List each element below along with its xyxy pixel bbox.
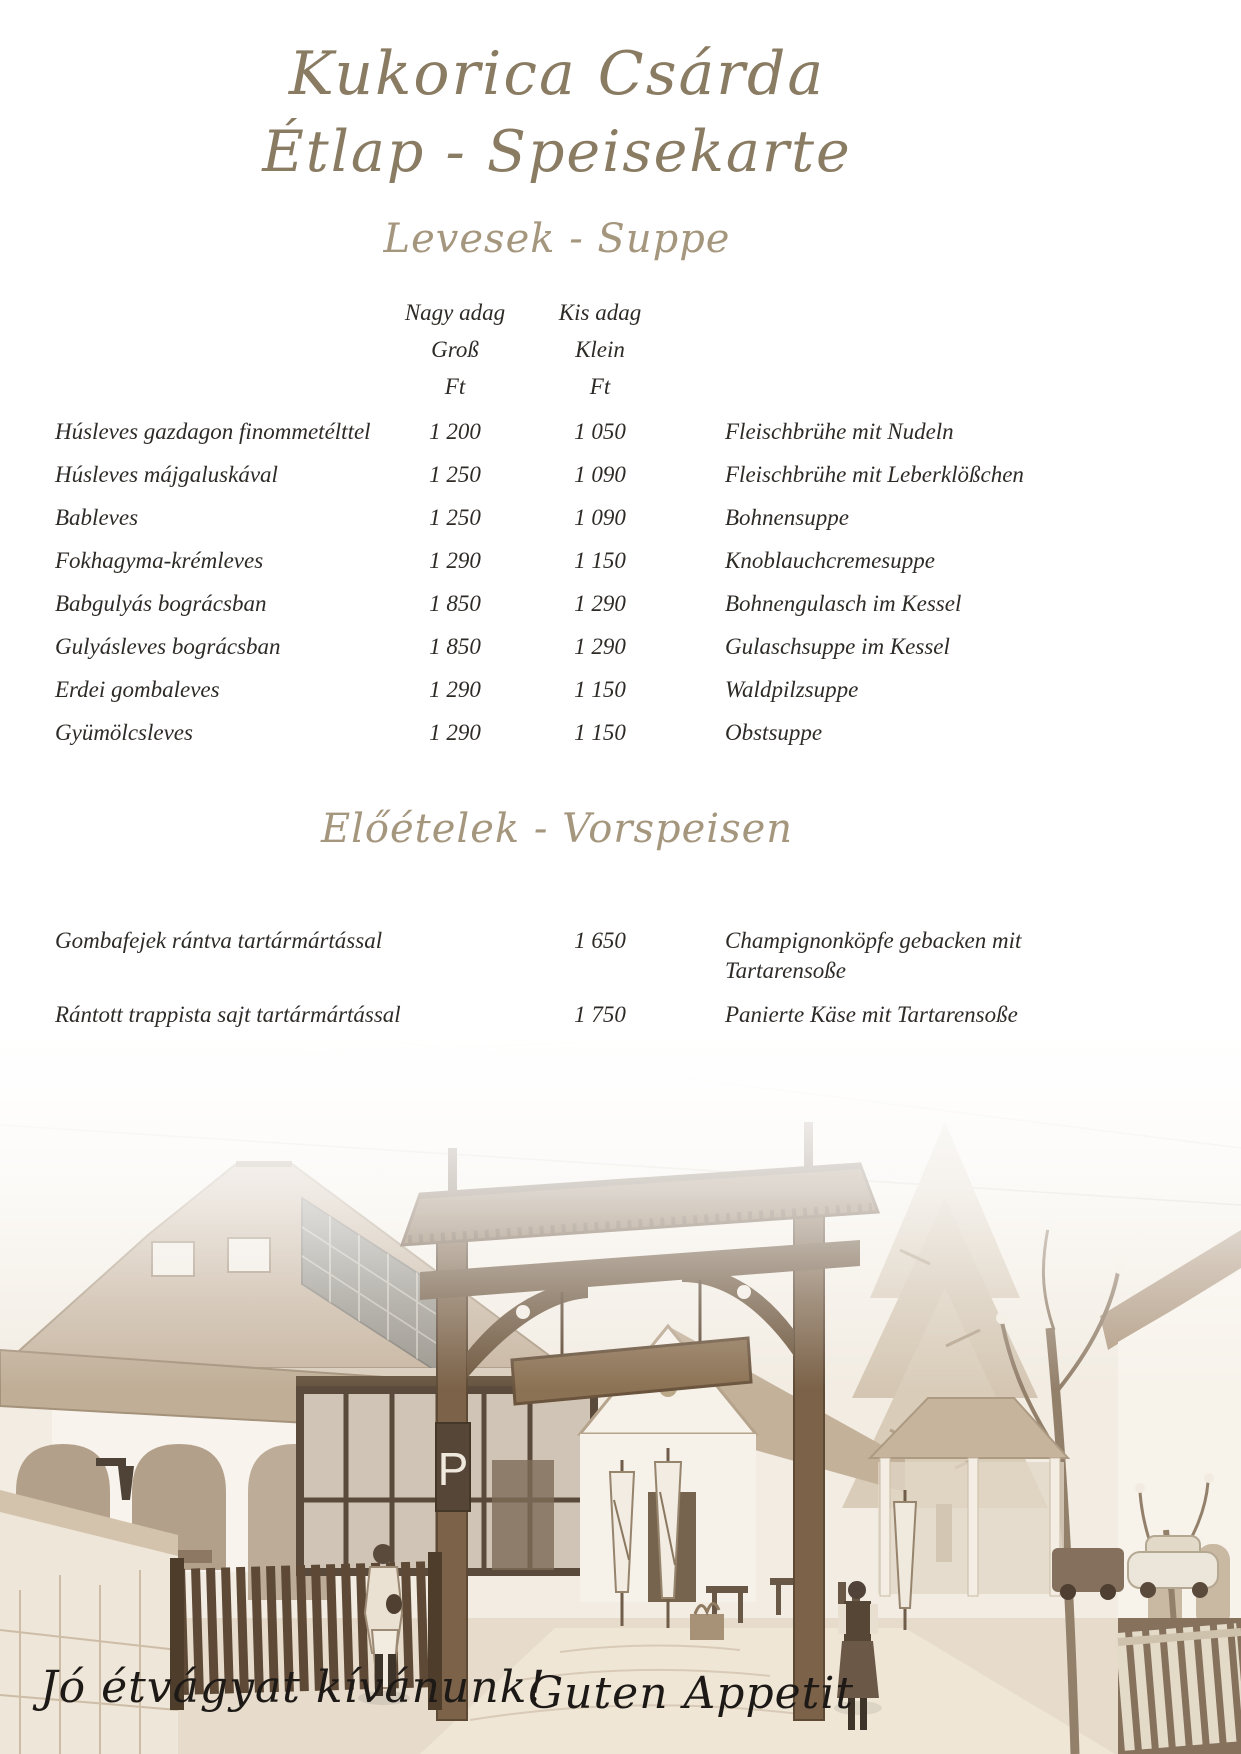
photo-fade-overlay: [0, 1030, 1241, 1390]
item-name-de: Fleischbrühe mit Nudeln: [725, 419, 954, 444]
table-row: [0, 453, 1241, 496]
item-price-small: 1 750: [574, 1002, 626, 1027]
table-row: [0, 625, 1241, 668]
table-row: [0, 668, 1241, 711]
table-row: [0, 496, 1241, 539]
item-name-hu: Gyümölcsleves: [55, 720, 193, 745]
item-price-large: 1 250: [429, 505, 481, 530]
soup-list: [0, 410, 1241, 754]
menu-subtitle: Étlap - Speisekarte: [262, 119, 852, 185]
small-portion-label-de: Klein: [575, 337, 625, 362]
item-name-de: Waldpilzsuppe: [725, 677, 859, 702]
footer-wish-de: Guten Appetit: [528, 1668, 855, 1719]
item-name-hu: Bableves: [55, 505, 139, 530]
item-price-large: 1 290: [429, 548, 481, 573]
item-name-de: Fleischbrühe mit Leberklößchen: [725, 462, 1024, 487]
item-name-hu: Húsleves gazdagon finommetélttel: [55, 419, 371, 444]
table-row: [0, 582, 1241, 625]
item-price-large: 1 850: [429, 634, 481, 659]
item-price-small: 1 150: [574, 677, 626, 702]
item-price-large: 1 250: [429, 462, 481, 487]
large-portion-currency: Ft: [444, 374, 466, 399]
item-name-hu: Fokhagyma-krémleves: [55, 548, 264, 573]
page-title: [0, 34, 1114, 190]
item-name-hu: Erdei gombaleves: [55, 677, 220, 702]
price-column-headers: [0, 294, 1241, 405]
column-header-large: [385, 294, 525, 405]
item-price-small: 1 150: [574, 548, 626, 573]
item-price-large: 1 290: [429, 720, 481, 745]
item-price-small: 1 150: [574, 720, 626, 745]
item-price-large: 1 290: [429, 677, 481, 702]
item-price-small: 1 090: [574, 462, 626, 487]
large-portion-label-de: Groß: [431, 337, 479, 362]
right-fence: [1118, 1618, 1241, 1754]
item-price-large: 1 200: [429, 419, 481, 444]
item-price-small: 1 050: [574, 419, 626, 444]
item-name-de: Bohnengulasch im Kessel: [725, 591, 962, 616]
item-price-large: [385, 926, 525, 1000]
item-name-de: Bohnensuppe: [725, 505, 849, 530]
table-row: [0, 539, 1241, 582]
column-header-small: [525, 294, 675, 405]
item-name-de: Knoblauchcremesuppe: [725, 548, 935, 573]
item-price-small: 1 290: [574, 591, 626, 616]
item-name-hu: Húsleves májgaluskával: [55, 462, 278, 487]
item-name-hu: Babgulyás bográcsban: [55, 591, 267, 616]
item-price-small: 1 290: [574, 634, 626, 659]
item-price-small: 1 650: [574, 928, 626, 953]
section-heading-soups: Levesek - Suppe: [383, 216, 731, 262]
small-portion-currency: Ft: [589, 374, 611, 399]
table-row: [0, 926, 1241, 1000]
item-price-large: 1 850: [429, 591, 481, 616]
item-name-de: Champignonköpfe gebacken mit Tartarensoße: [725, 928, 1022, 983]
parking-sign-letter: P: [437, 1443, 469, 1495]
restaurant-name: Kukorica Csárda: [288, 39, 826, 109]
item-name-de: Gulaschsuppe im Kessel: [725, 634, 950, 659]
table-row: [0, 410, 1241, 453]
item-name-de: Panierte Käse mit Tartarensoße: [725, 1002, 1018, 1027]
small-portion-label: Kis adag: [558, 300, 642, 325]
item-name-de: Obstsuppe: [725, 720, 823, 745]
item-name-hu: Rántott trappista sajt tartármártással: [55, 1002, 401, 1027]
table-row: [0, 711, 1241, 754]
section-heading-appetizers: Előételek - Vorspeisen: [320, 806, 794, 852]
item-price-small: 1 090: [574, 505, 626, 530]
footer-wish-hu: Jó étvágyat kívánunk!: [40, 1662, 547, 1713]
item-name-hu: Gombafejek rántva tartármártással: [55, 928, 383, 953]
large-portion-label: Nagy adag: [404, 300, 506, 325]
item-name-hu: Gulyásleves bográcsban: [55, 634, 281, 659]
